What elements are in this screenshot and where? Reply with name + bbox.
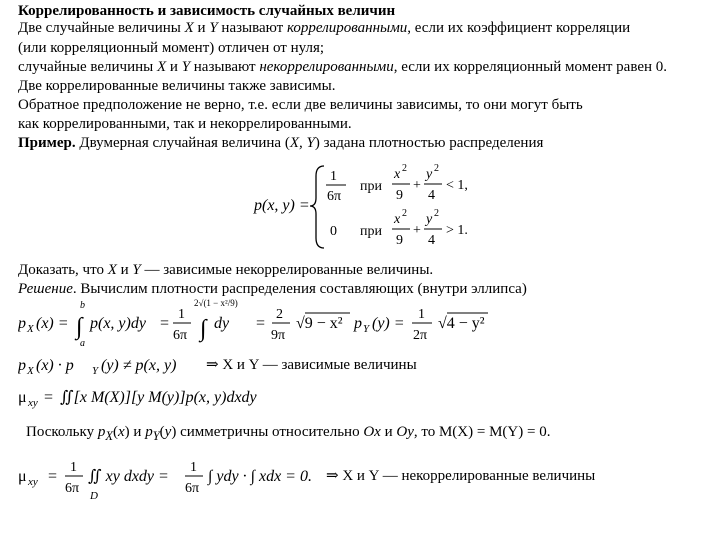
svg-text:Y: Y — [92, 365, 99, 377]
svg-text:0: 0 — [330, 224, 337, 239]
svg-text:1: 1 — [178, 307, 185, 322]
svg-text:xy: xy — [28, 476, 38, 488]
svg-text:a: a — [80, 338, 85, 349]
example-statement: Пример. Двумерная случайная величина (X, Y) задана плотностью распределения — [18, 135, 544, 151]
svg-text:6π: 6π — [185, 481, 200, 496]
svg-text:Y: Y — [363, 323, 370, 335]
svg-text:+: + — [413, 223, 421, 238]
svg-text:∫ ydy · ∫ xdx = 0.: ∫ ydy · ∫ xdx = 0. — [208, 468, 312, 485]
svg-text:2: 2 — [276, 307, 283, 322]
svg-text:9: 9 — [396, 188, 403, 203]
svg-text:6π: 6π — [65, 481, 80, 496]
svg-text:xy: xy — [28, 397, 38, 409]
svg-text:=: = — [44, 389, 54, 406]
density-formula — [250, 160, 480, 252]
paragraph-definition-uncorrelated: случайные величины X и Y называют некоррелированными, если их корреляционный момент равен 0. — [18, 59, 668, 75]
svg-text:=: = — [256, 315, 266, 332]
svg-text:y: y — [426, 167, 433, 182]
svg-text:1: 1 — [190, 460, 197, 475]
svg-text:X: X — [27, 323, 34, 335]
integral-icon: ∫ — [200, 316, 207, 342]
svg-text:∬ xy dxdy =: ∬ xy dxdy = — [88, 468, 169, 485]
svg-text:p(x, y) =: p(x, y) = — [254, 197, 310, 214]
svg-text:2π: 2π — [413, 328, 428, 343]
svg-text:при: при — [360, 224, 382, 239]
svg-text:⇒ X и Y — зависимые величины: ⇒ X и Y — зависимые величины — [206, 357, 417, 373]
paragraph-correlation-moment: (или корреляционный момент) отличен от нуля; — [18, 40, 325, 56]
integral-icon: ∫ — [76, 314, 83, 340]
svg-text:9π: 9π — [271, 328, 286, 343]
paragraph-either-case: как коррелированными, так и некоррелированными. — [18, 116, 352, 132]
svg-text:x: x — [394, 212, 401, 227]
svg-text:1: 1 — [330, 169, 337, 184]
prove-statement: Доказать, что X и Y — зависимые некоррелированные величины. — [18, 262, 434, 278]
svg-text:(y) ≠ p(x, y): (y) ≠ p(x, y) — [101, 357, 177, 374]
svg-text:2: 2 — [434, 208, 439, 219]
svg-text:μ: μ — [18, 389, 27, 406]
svg-text:+: + — [413, 178, 421, 193]
svg-text:∬[x M(X)][y M(y)]p(x, y)dx: ∬[x M(X)][y M(y)]p(x, y)dxdy — [60, 389, 257, 406]
symmetry-statement: Поскольку $p_X(x)$ и $p_Y(y)$ симметричны относительно Ox и Oy, то M(X) = M(Y) = 0. — [26, 424, 551, 443]
svg-text:1: 1 — [70, 460, 77, 475]
svg-text:1: 1 — [418, 307, 425, 322]
svg-text:√4 − y²: √4 − y² — [438, 315, 485, 332]
svg-text:dy: dy — [214, 315, 230, 332]
correlation-moment-formula — [18, 382, 348, 412]
svg-text:4: 4 — [428, 188, 435, 203]
svg-text:=: = — [48, 468, 58, 485]
paragraph-converse-false: Обратное предположение не верно, т.е. если две величины зависимы, то они могут быть — [18, 97, 583, 113]
svg-text:D: D — [90, 490, 98, 502]
svg-text:(x) =: (x) = — [36, 315, 69, 332]
paragraph-correlated-dependent: Две коррелированные величины также зависимы. — [18, 78, 336, 94]
solution-statement: Решение. Вычислим плотности распределения составляющих (внутри эллипса) — [18, 281, 527, 297]
svg-text:4: 4 — [428, 233, 435, 248]
svg-text:2√(1 − x²/9): 2√(1 − x²/9) — [194, 298, 238, 308]
svg-text:6π: 6π — [173, 328, 188, 343]
svg-text:> 1.: > 1. — [446, 223, 468, 238]
svg-text:2: 2 — [434, 163, 439, 174]
svg-text:μ: μ — [18, 468, 27, 485]
svg-text:y: y — [426, 212, 433, 227]
paragraph-definition-correlated: Две случайные величины X и Y называют коррелированными, если их коэффициент корреляции — [18, 20, 631, 36]
svg-text:2: 2 — [402, 163, 407, 174]
svg-text:при: при — [360, 179, 382, 194]
svg-text:p: p — [18, 315, 26, 332]
marginal-density-formulas — [18, 298, 578, 350]
brace-icon — [310, 166, 324, 248]
svg-text:√9 − x²: √9 − x² — [296, 315, 343, 332]
dependence-formula — [18, 350, 448, 378]
svg-text:p: p — [18, 357, 26, 374]
svg-text:p(x, y)dy: p(x, y)dy — [90, 315, 146, 332]
svg-text:(x) · p: (x) · p — [36, 357, 74, 374]
svg-text:9: 9 — [396, 233, 403, 248]
svg-text:p: p — [354, 315, 362, 332]
svg-text:2: 2 — [402, 208, 407, 219]
svg-text:⇒ X и Y — некоррелированные ве: ⇒ X и Y — некоррелированные величины — [326, 468, 596, 484]
svg-text:X: X — [27, 365, 34, 377]
svg-text:b: b — [80, 300, 85, 311]
svg-text:(y) =: (y) = — [372, 315, 405, 332]
svg-text:=: = — [160, 315, 170, 332]
uncorrelated-formula — [18, 455, 618, 505]
page-title: Коррелированность и зависимость случайных величин — [18, 3, 396, 19]
svg-text:x: x — [394, 167, 401, 182]
svg-text:6π: 6π — [327, 189, 342, 204]
svg-text:< 1,: < 1, — [446, 178, 468, 193]
